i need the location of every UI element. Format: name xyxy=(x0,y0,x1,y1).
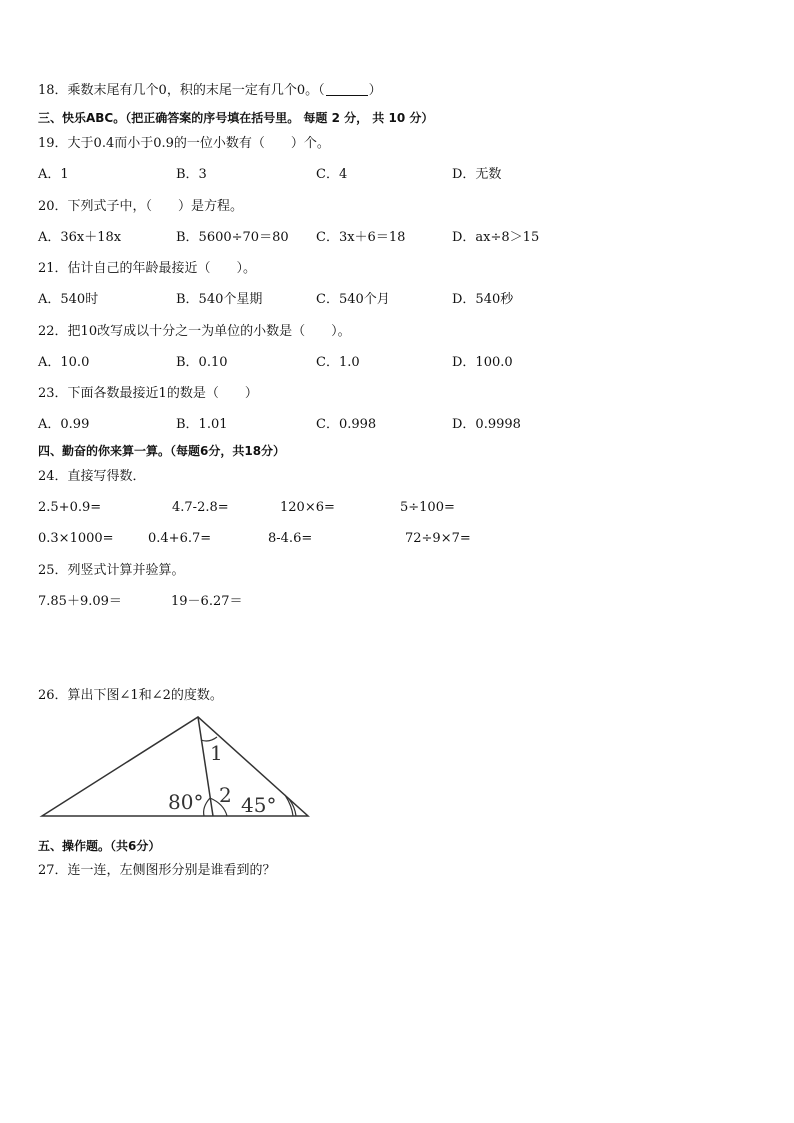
section-4-heading: 四、勤奋的你来算一算。（每题6分，共18分） xyxy=(38,444,286,458)
question-19: 19．大于0.4而小于0.9的一位小数有（ ）个。 xyxy=(38,136,330,151)
question-18-text: 18．乘数末尾有几个0，积的末尾一定有几个0。（ xyxy=(38,83,325,98)
q24-problem: 72÷9×7= xyxy=(405,531,471,546)
q19-option-d[interactable]: D．无数 xyxy=(452,167,502,182)
angle-1-label: 1 xyxy=(210,741,223,765)
angle-80-arc xyxy=(204,798,210,816)
q24-problem: 5÷100= xyxy=(400,500,455,515)
q20-option-a[interactable]: A．36x＋18x xyxy=(38,230,122,245)
q23-option-c[interactable]: C．0.998 xyxy=(316,417,377,432)
q19-option-c[interactable]: C．4 xyxy=(316,167,348,182)
angle-45-label: 45° xyxy=(241,793,277,817)
q22-option-d[interactable]: D．100.0 xyxy=(452,355,513,370)
question-24: 24．直接写得数． xyxy=(38,469,146,484)
q19-option-a[interactable]: A．1 xyxy=(38,167,69,182)
triangle-figure xyxy=(38,712,318,820)
question-26: 26．算出下图∠1和∠2的度数。 xyxy=(38,688,223,703)
q22-option-b[interactable]: B．0.10 xyxy=(176,355,228,370)
question-25: 25．列竖式计算并验算。 xyxy=(38,563,185,578)
q21-option-d[interactable]: D．540秒 xyxy=(452,292,514,307)
q21-option-b[interactable]: B．540个星期 xyxy=(176,292,263,307)
q21-option-c[interactable]: C．540个月 xyxy=(316,292,390,307)
answer-blank[interactable] xyxy=(326,83,368,96)
question-22: 22．把10改写成以十分之一为单位的小数是（ ）。 xyxy=(38,324,351,339)
q20-option-d[interactable]: D．ax÷8＞15 xyxy=(452,230,540,245)
q20-option-c[interactable]: C．3x＋6＝18 xyxy=(316,230,406,245)
q24-problem: 120×6= xyxy=(280,500,335,515)
section-5-heading: 五、操作题。（共6分） xyxy=(38,839,161,853)
q23-option-b[interactable]: B．1.01 xyxy=(176,417,228,432)
question-20: 20．下列式子中，（ ）是方程。 xyxy=(38,199,244,214)
q24-problem: 8-4.6= xyxy=(268,531,313,546)
q24-problem: 4.7-2.8= xyxy=(172,500,229,515)
q20-option-b[interactable]: B．5600÷70＝80 xyxy=(176,230,289,245)
q23-option-d[interactable]: D．0.9998 xyxy=(452,417,521,432)
question-21: 21．估计自己的年龄最接近（ ）。 xyxy=(38,261,257,276)
question-27: 27．连一连，左侧图形分别是谁看到的？ xyxy=(38,863,276,878)
q24-problem: 0.3×1000= xyxy=(38,531,114,546)
q24-problem: 0.4+6.7= xyxy=(148,531,212,546)
angle-80-label: 80° xyxy=(168,790,204,814)
q25-problem: 19－6.27＝ xyxy=(171,594,243,609)
q22-option-c[interactable]: C．1.0 xyxy=(316,355,360,370)
angle-2-label: 2 xyxy=(219,783,232,807)
q23-option-a[interactable]: A．0.99 xyxy=(38,417,90,432)
q24-problem: 2.5+0.9= xyxy=(38,500,102,515)
q25-problem: 7.85＋9.09＝ xyxy=(38,594,122,609)
question-18-close: ） xyxy=(368,83,382,98)
section-3-heading: 三、快乐ABC。（把正确答案的序号填在括号里。 每题 2 分， 共 10 分） xyxy=(38,111,434,125)
question-18 xyxy=(38,83,382,99)
question-23: 23．下面各数最接近1的数是（ ） xyxy=(38,386,258,401)
q19-option-b[interactable]: B．3 xyxy=(176,167,207,182)
q21-option-a[interactable]: A．540时 xyxy=(38,292,99,307)
q22-option-a[interactable]: A．10.0 xyxy=(38,355,90,370)
